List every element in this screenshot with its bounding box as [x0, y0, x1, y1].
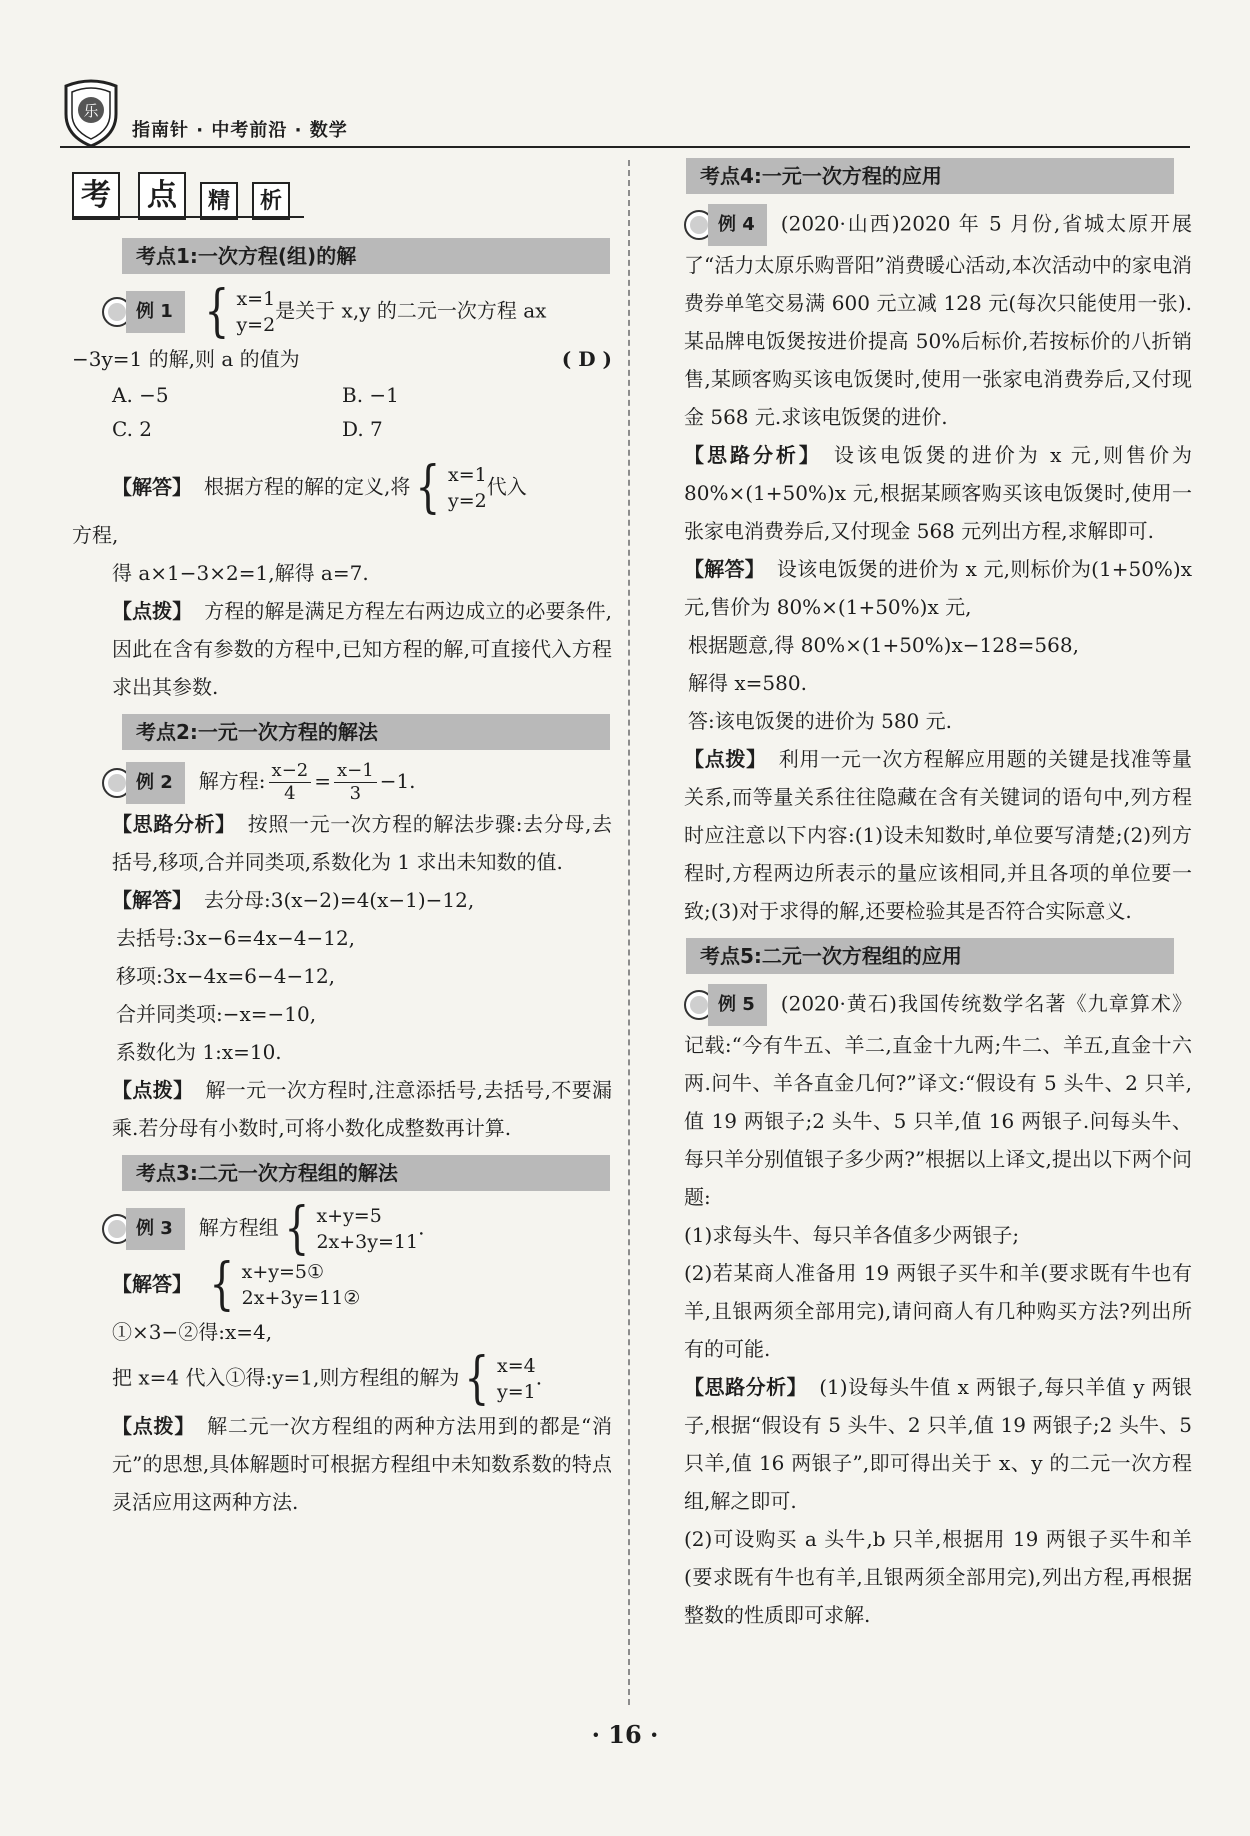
- answer-mark: ( D ): [561, 347, 612, 371]
- example-badge: 例 3: [102, 1208, 185, 1250]
- kp1-solution: 【解答】 根据方程的解的定义,将 { x=1 y=2 代入: [112, 455, 527, 520]
- kp2-step: 移项:3x−4x=6−4−12,: [116, 964, 336, 988]
- section-title-char: 析: [252, 182, 290, 220]
- kp2-step: 系数化为 1:x=10.: [116, 1040, 282, 1064]
- example-badge: 例 1: [102, 291, 185, 333]
- kp2-step: 去括号:3x−6=4x−4−12,: [116, 926, 356, 950]
- column-divider: [628, 160, 630, 1705]
- kp1-solution-cont: 方程,: [72, 523, 119, 547]
- fraction: $\frac{x-1}{3}$: [334, 760, 377, 805]
- kp1-options: [72, 378, 612, 446]
- kp1-question-cont: −3y=1 的解,则 a 的值为 ( D ): [72, 340, 612, 378]
- example-badge: 例 5: [684, 984, 767, 1026]
- equation-system: { x+y=5① 2x+3y=11②: [209, 1252, 361, 1317]
- left-column: [72, 158, 612, 1521]
- option-b: B. −1: [342, 383, 399, 407]
- section-title-char: 考: [72, 172, 120, 220]
- section-title-char: 精: [200, 182, 238, 220]
- page-number: · 16 ·: [591, 1720, 659, 1749]
- option-d: D. 7: [342, 417, 383, 441]
- kp2-question: 例 2 解方程: $\frac{x-2}{4}$ = $\frac{x-1}{3}$ −1.: [72, 760, 612, 805]
- kp5-question: 例 5 (2020·黄石)我国传统数学名著《九章算术》记载:“今有牛五、羊二,直金十九两;牛二、羊五,直金十六两.问牛、羊各直金几何?”译文:“假设有 5 头牛、2 只羊,值 19 两银子;2 头牛、5 只羊,值 16 两银子.问每头牛、每只羊分别值银子多少两?”根据以上译文,提出以下两个问题:: [644, 984, 1192, 1216]
- kp1-heading: 考点1:一次方程(组)的解: [122, 238, 610, 274]
- kp3-question: 例 3 解方程组 { x+y=5 2x+3y=11 .: [72, 1201, 612, 1257]
- kp4-step: 根据题意,得 80%×(1+50%)x−128=568,: [688, 633, 1079, 657]
- fraction: $\frac{x-2}{4}$: [269, 760, 312, 805]
- option-a: A. −5: [112, 383, 169, 407]
- kp2-solution: 【解答】 去分母:3(x−2)=4(x−1)−12,: [112, 888, 475, 912]
- publisher-logo-icon: [60, 78, 122, 148]
- kp5-analysis-cont: (2)可设购买 a 头牛,b 只羊,根据用 19 两银子买牛和羊(要求既有牛也有羊,且银两须全部用完),列出方程,再根据整数的性质即可求解.: [684, 1527, 1192, 1627]
- kp4-solution: 【解答】 设该电饭煲的进价为 x 元,则标价为(1+50%)x 元,售价为 80%×(1+50%)x 元,: [684, 557, 1193, 619]
- equation-system: { x=1 y=2: [415, 455, 487, 520]
- kp5-analysis: 【思路分析】 (1)设每头牛值 x 两银子,每只羊值 y 两银子,根据“假设有 5 头牛、2 只羊,值 19 两银子;2 头牛、5 只羊,值 16 两银子”,即可得出关于 x、y 的二元一次方程组,解之即可.: [684, 1375, 1193, 1513]
- kp4-heading: 考点4:一元一次方程的应用: [686, 158, 1174, 194]
- svg-text:乐: 乐: [83, 102, 99, 120]
- kp3-step: 把 x=4 代入①得:y=1,则方程组的解为 { x=4 y=1 .: [112, 1346, 543, 1411]
- equation-system: { x=4 y=1: [464, 1346, 536, 1411]
- kp1-tip: 【点拨】 方程的解是满足方程左右两边成立的必要条件,因此在含有参数的方程中,已知方程的解,可直接代入方程求出其参数.: [112, 599, 613, 699]
- kp2-heading: 考点2:一元一次方程的解法: [122, 714, 610, 750]
- kp5-subquestion: (2)若某商人准备用 19 两银子买牛和羊(要求既有牛也有羊,且银两须全部用完),请问商人有几种购买方法?列出所有的可能.: [684, 1261, 1192, 1361]
- section-title-char: 点: [138, 172, 186, 220]
- example-badge: 例 2: [102, 762, 185, 804]
- book-series-title: 指南针 · 中考前沿 · 数学: [132, 120, 348, 141]
- equation-system: { x+y=5 2x+3y=11: [284, 1196, 419, 1261]
- kp2-step: 合并同类项:−x=−10,: [116, 1002, 317, 1026]
- equation-system: { x=1 y=2: [204, 279, 276, 344]
- kp3-solution: 【解答】 { x+y=5① 2x+3y=11②: [112, 1252, 361, 1317]
- kp5-heading: 考点5:二元一次方程组的应用: [686, 938, 1174, 974]
- section-title: [72, 172, 612, 228]
- kp5-subquestion: (1)求每头牛、每只羊各值多少两银子;: [684, 1223, 1020, 1247]
- kp4-step: 解得 x=580.: [688, 671, 807, 695]
- kp4-analysis: 【思路分析】 设该电饭煲的进价为 x 元,则售价为 80%×(1+50%)x 元,根据某顾客购买该电饭煲时,使用一张家电消费券后,又付现金 568 元列出方程,求解即可.: [684, 443, 1192, 543]
- kp4-step: 答:该电饭煲的进价为 580 元.: [688, 709, 952, 733]
- kp1-solution-result: 得 a×1−3×2=1,解得 a=7.: [112, 561, 369, 585]
- kp3-tip: 【点拨】 解二元一次方程组的两种方法用到的都是“消元”的思想,具体解题时可根据方程组中未知数系数的特点灵活应用这两种方法.: [112, 1414, 612, 1514]
- kp2-analysis: 【思路分析】 按照一元一次方程的解法步骤:去分母,去括号,移项,合并同类项,系数化为 1 求出未知数的值.: [112, 812, 612, 874]
- option-c: C. 2: [112, 417, 153, 441]
- example-badge: 例 4: [684, 204, 767, 246]
- kp4-tip: 【点拨】 利用一元一次方程解应用题的关键是找准等量关系,而等量关系往往隐藏在含有关键词的语句中,列方程时应注意以下内容:(1)设未知数时,单位要写清楚;(2)列方程时,方程两边所表示的量应该相同,并且各项的单位要一致;(3)对于求得的解,还要检验其是否符合实际意义.: [684, 747, 1193, 923]
- kp1-question: 例 1 { x=1 y=2 是关于 x,y 的二元一次方程 ax: [72, 284, 612, 340]
- kp3-heading: 考点3:二元一次方程组的解法: [122, 1155, 610, 1191]
- header-rule: [60, 146, 1190, 148]
- kp4-question: 例 4 (2020·山西)2020 年 5 月份,省城太原开展了“活力太原乐购晋阳”消费暖心活动,本次活动中的家电消费券单笔交易满 600 元立减 128 元(每次只能使用一张).某品牌电饭煲按进价提高 50%后标价,若按标价的八折销售,某顾客购买该电饭煲时,使用一张家电消费券后,又付现金 568 元.求该电饭煲的进价.: [644, 204, 1192, 436]
- kp2-tip: 【点拨】 解一元一次方程时,注意添括号,去括号,不要漏乘.若分母有小数时,可将小数化成整数再计算.: [112, 1078, 613, 1140]
- right-column: [644, 158, 1192, 1634]
- kp3-step: ①×3−②得:x=4,: [112, 1320, 273, 1344]
